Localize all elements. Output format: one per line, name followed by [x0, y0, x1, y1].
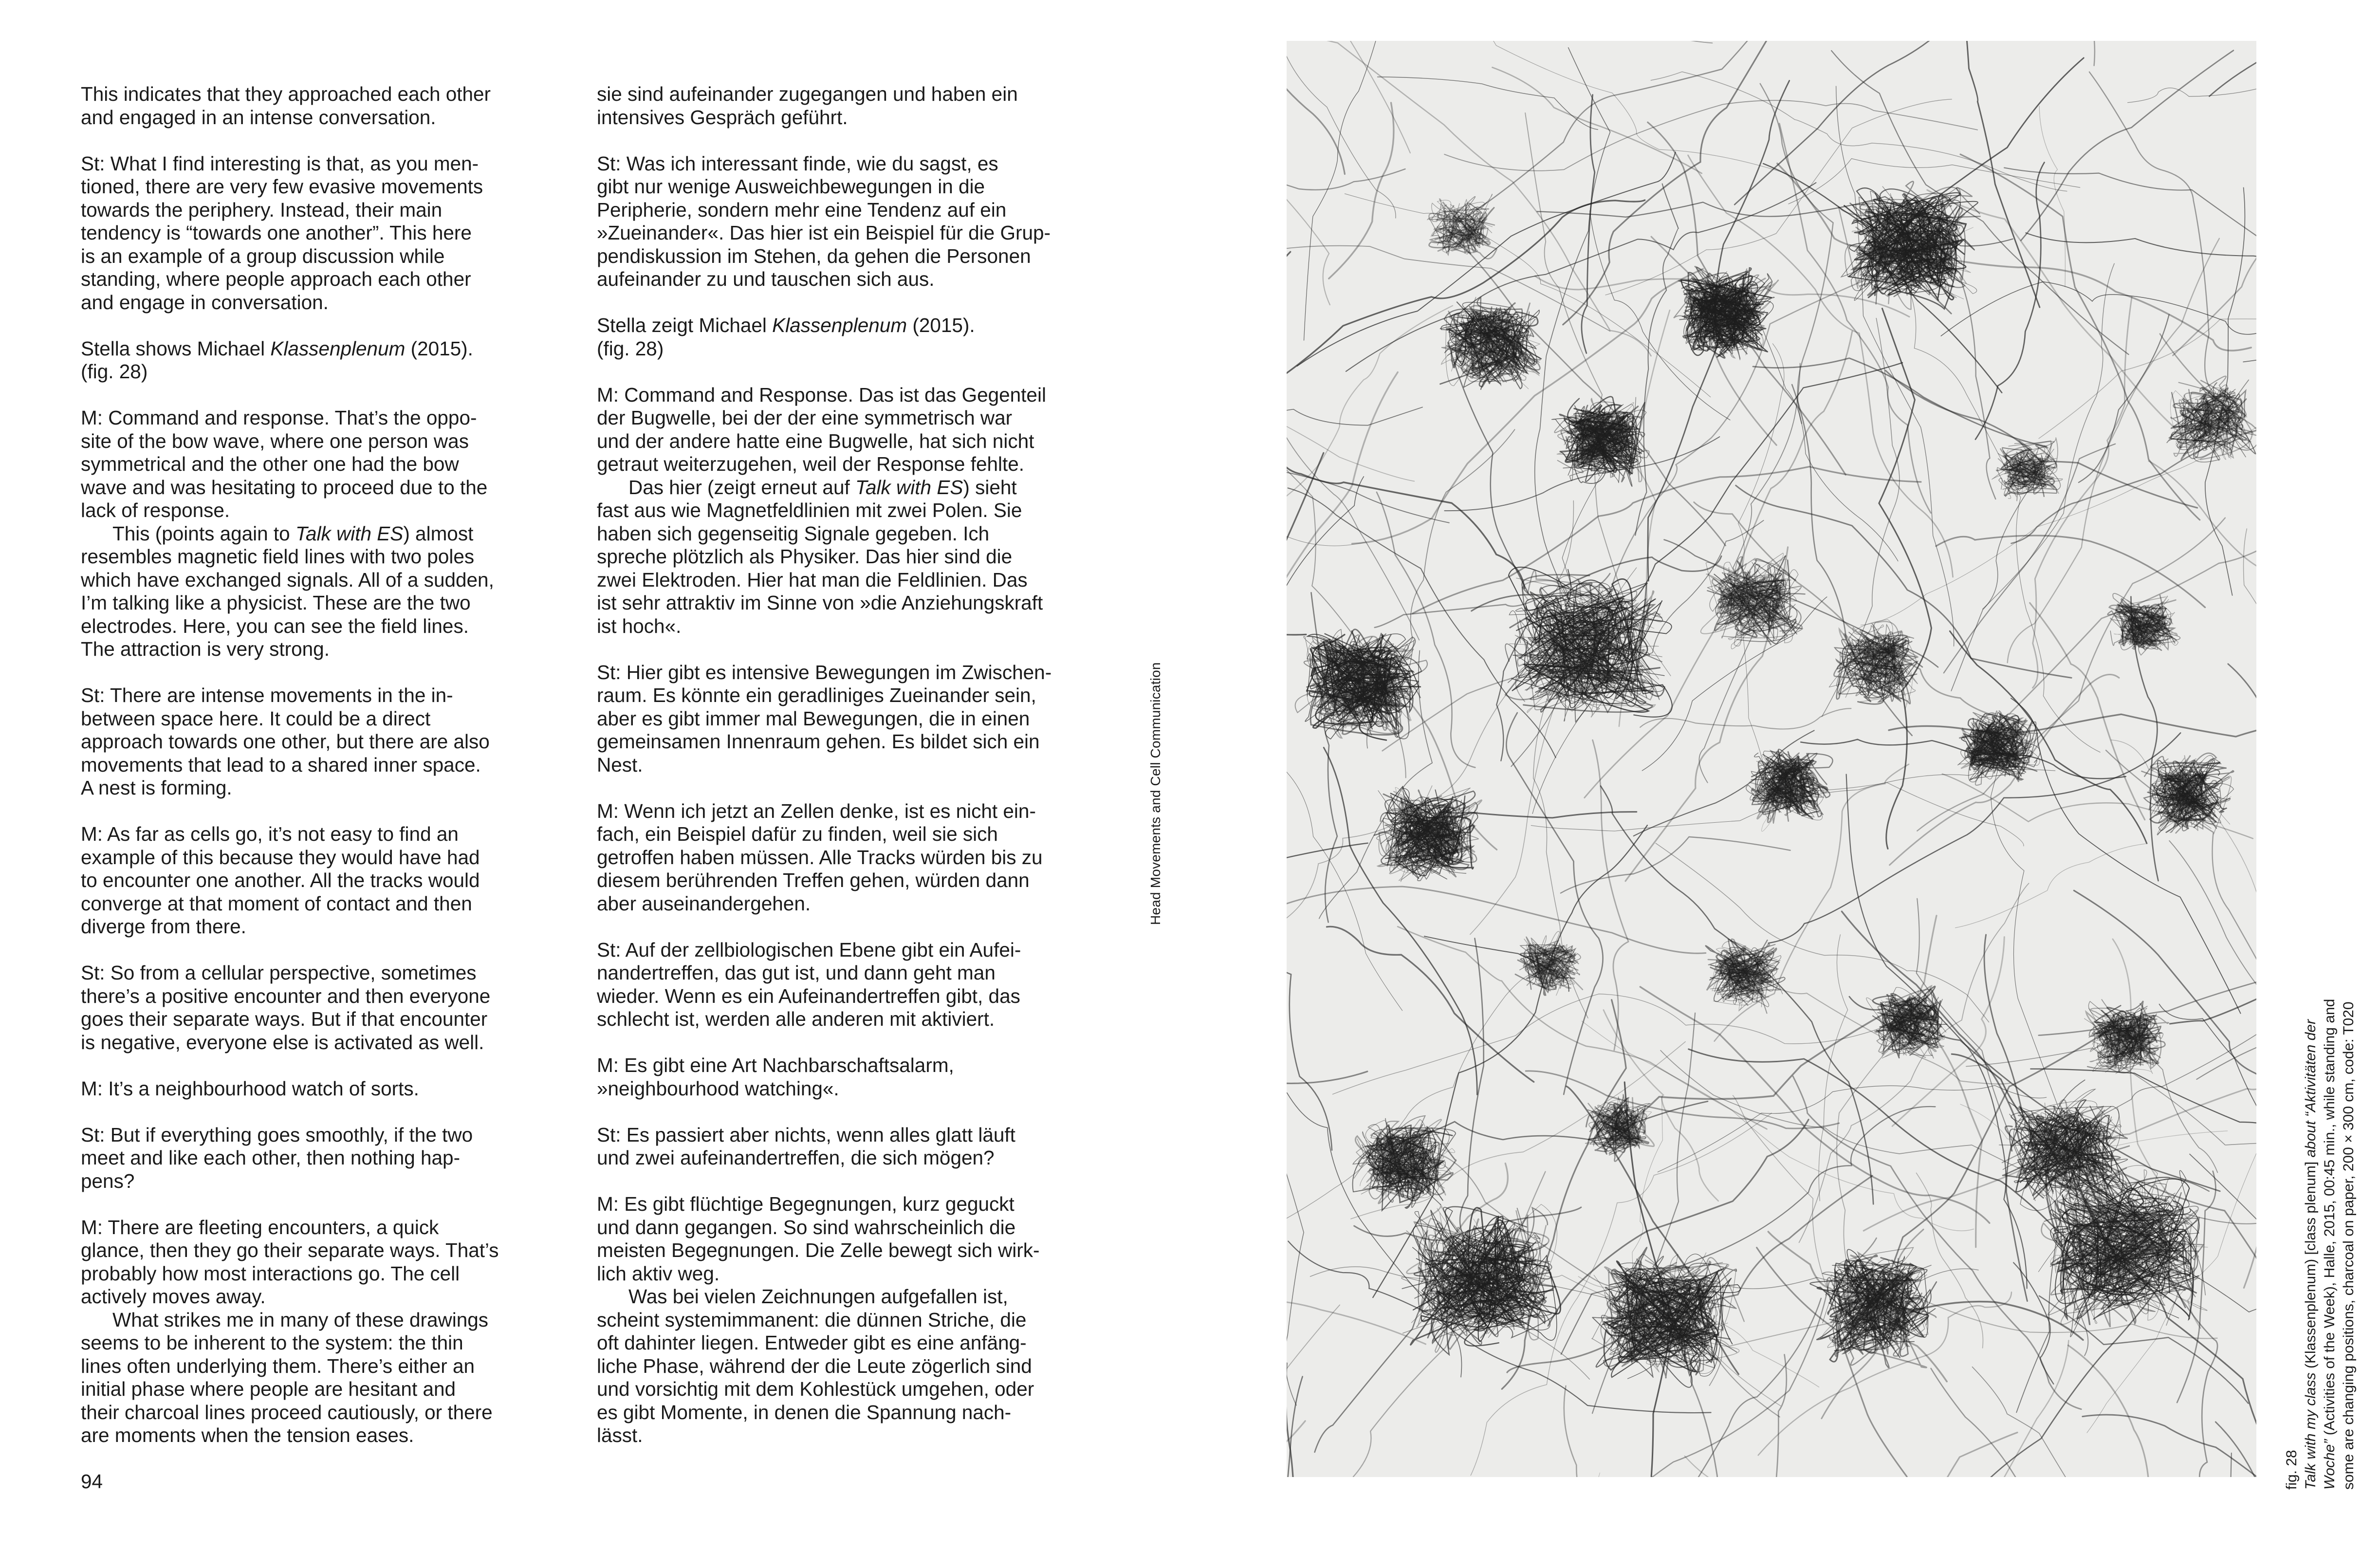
- paragraph: [597, 661, 1074, 777]
- german-text-column: [597, 83, 1074, 1470]
- paragraph: [81, 1124, 519, 1193]
- paragraph: [81, 1309, 519, 1447]
- artwork-title: Talk with ES: [295, 522, 404, 545]
- paragraph: [81, 823, 519, 939]
- paragraph: [81, 1077, 519, 1101]
- paragraph: [81, 152, 519, 314]
- paragraph: [81, 337, 519, 384]
- paragraph-text: This indicates that they approached each other and engaged in an intense conversation.: [81, 83, 491, 129]
- paragraph: [81, 406, 519, 522]
- paragraph-text: St: Es passiert aber nichts, wenn alles glatt läuft und zwei aufeinandertreffen, die sich mögen?: [597, 1123, 1015, 1169]
- paragraph-text: sie sind aufeinander zugegangen und haben ein intensives Gespräch geführt.: [597, 83, 1018, 129]
- paragraph-text: M: There are fleeting encounters, a quick glance, then they go their separate ways. That’s probably how most interactions go. The cell actively moves away.: [81, 1216, 499, 1308]
- paragraph: [597, 152, 1074, 291]
- paragraph-text: (2015). (fig. 28): [81, 337, 473, 383]
- caption-detail-line: [2320, 999, 2339, 1490]
- paragraph-text: Stella zeigt Michael: [597, 314, 773, 336]
- paragraph-text: St: What I find interesting is that, as you men- tioned, there are very few evasive movements towards the periphery. Instead, their main tendency is “towards one another”. This here is an example of a group discussion while standing, where people approach each other and engage in conversation.: [81, 152, 483, 314]
- paragraph-text: St: Was ich interessant finde, wie du sagst, es gibt nur wenige Ausweichbewegungen in die Peripherie, sondern mehr eine Tendenz auf ein »Zueinander«. Das hier ist ein Beispiel für die Grup- pendiskussion im Stehen, da gehen die Personen aufeinander zu und tauschen sich aus.: [597, 152, 1051, 290]
- paragraph-text: M: Es gibt eine Art Nachbarschaftsalarm, »neighbourhood watching«.: [597, 1054, 954, 1100]
- paragraph: [597, 1054, 1074, 1100]
- paragraph-text: St: There are intense movements in the in- between space here. It could be a direct approach towards one other, but there are also movements that lead to a shared inner space. A nest is forming.: [81, 684, 490, 799]
- paragraph: [597, 83, 1074, 129]
- paragraph-text: Was bei vielen Zeichnungen aufgefallen ist, scheint systemimmanent: die dünnen Striche, die oft dahinter liegen. Entweder gibt es eine anfäng- liche Phase, während der die Leute zögerlich sind und vorsichtig mit dem Kohlestück umgehen, oder es gibt Momente, in denen die Spannung nach- lässt.: [597, 1285, 1034, 1446]
- caption-title-de-end: Woche”: [2322, 1439, 2338, 1490]
- paragraph-text: St: Auf der zellbiologischen Ebene gibt ein Aufei- nandertreffen, das gut ist, und dann geht man wieder. Wenn es ein Aufeinandertreffen gibt, das schlecht ist, werden alle anderen mit aktiviert.: [597, 938, 1021, 1030]
- paragraph-text: This (points again to: [112, 522, 295, 545]
- paragraph: [81, 1216, 519, 1309]
- paragraph: [81, 961, 519, 1054]
- caption-fig-number: fig. 28: [2284, 1450, 2300, 1490]
- paragraph-text: Das hier (zeigt erneut auf: [628, 476, 855, 499]
- english-text-column: [81, 83, 519, 1470]
- paragraph-text: M: It’s a neighbourhood watch of sorts.: [81, 1077, 419, 1100]
- artwork-title: Talk with ES: [855, 476, 963, 499]
- caption-title-de: “Aktivitäten der: [2303, 1019, 2319, 1121]
- paragraph: [597, 314, 1074, 360]
- paragraph-text: St: So from a cellular perspective, sometimes there’s a positive encounter and then everyone goes their separate ways. But if that encounter is negative, everyone else is activated as well.: [81, 961, 491, 1053]
- caption-subtitle: (Klassenplenum) [class plenum]: [2303, 1157, 2319, 1373]
- artwork-title: Klassenplenum: [270, 337, 406, 360]
- paragraph-text: (2015). (fig. 28): [597, 314, 975, 360]
- caption-medium-line: some are changing positions, charcoal on paper, 200 × 300 cm, code: T020: [2341, 1001, 2357, 1490]
- paragraph-text: M: Command and response. That’s the oppo- site of the bow wave, where one person was symmetrical and the other one had the bow wave and was hesitating to proceed due to the lack of response.: [81, 406, 488, 521]
- caption-title: Talk with my class: [2303, 1372, 2319, 1490]
- paragraph: [597, 1124, 1074, 1170]
- paragraph-text: ) almost resembles magnetic field lines with two poles which have exchanged signals. All of a sudden, I’m talking like a physicist. These are the two electrodes. Here, you can see the field lines. The attraction is very strong.: [81, 522, 494, 660]
- paragraph: [597, 476, 1074, 638]
- caption-title-line: [2301, 999, 2320, 1490]
- paragraph: [81, 83, 519, 129]
- paragraph-text: ) sieht fast aus wie Magnetfeldlinien mit zwei Polen. Sie haben sich gegenseitig Signale gegeben. Ich spreche plötzlich als Physiker. Das hier sind die zwei Elektroden. Hier hat man die Feldlinien. Das ist sehr attraktiv im Sinne von »die Anziehungskraft ist hoch«.: [597, 476, 1043, 637]
- paragraph: [597, 800, 1074, 916]
- paragraph-text: St: Hier gibt es intensive Bewegungen im Zwischen- raum. Es könnte ein geradliniges Zueinander sein, aber es gibt immer mal Bewegungen, die in einen gemeinsamen Innenraum gehen. Es bildet sich ein Nest.: [597, 661, 1052, 776]
- paragraph-text: St: But if everything goes smoothly, if the two meet and like each other, then nothing hap- pens?: [81, 1123, 473, 1192]
- paragraph-text: M: Wenn ich jetzt an Zellen denke, ist es nicht ein- fach, ein Beispiel dafür zu finden, weil sie sich getroffen haben müssen. Alle Tracks würden bis zu diesem berührenden Treffen gehen, würden dann aber auseinandergehen.: [597, 799, 1043, 915]
- charcoal-drawing-image: [1287, 41, 2256, 1477]
- artwork-title: Klassenplenum: [772, 314, 907, 336]
- paragraph: [81, 684, 519, 800]
- figure-caption: [2282, 999, 2358, 1490]
- running-head: Head Movements and Cell Communication: [1148, 662, 1163, 925]
- paragraph: [597, 1193, 1074, 1285]
- page-number: 94: [81, 1470, 103, 1493]
- caption-about: about: [2303, 1121, 2319, 1158]
- paragraph: [81, 522, 519, 661]
- paragraph-text: M: Es gibt flüchtige Begegnungen, kurz geguckt und dann gegangen. So sind wahrscheinlich die meisten Begegnungen. Die Zelle bewegt sich wirk- lich aktiv weg.: [597, 1193, 1040, 1285]
- paragraph-text: M: Command and Response. Das ist das Gegenteil der Bugwelle, bei der der eine symmetrisch war und der andere hatte eine Bugwelle, hat sich nicht getraut weiterzugehen, weil der Response fehlte.: [597, 383, 1046, 475]
- paragraph: [597, 939, 1074, 1031]
- paragraph: [597, 384, 1074, 476]
- paragraph-text: What strikes me in many of these drawings seems to be inherent to the system: the thin lines often underlying them. There’s either an initial phase where people are hesitant and their charcoal lines proceed cautiously, or there are moments when the tension eases.: [81, 1308, 493, 1446]
- paragraph: [597, 1285, 1074, 1447]
- caption-details: (Activities of the Week), Halle, 2015, 00:45 min., while standing and: [2322, 998, 2338, 1440]
- paragraph-text: M: As far as cells go, it’s not easy to find an example of this because they would have had to encounter one another. All the tracks would converge at that moment of contact and then diverge from there.: [81, 823, 480, 938]
- paragraph-text: Stella shows Michael: [81, 337, 271, 360]
